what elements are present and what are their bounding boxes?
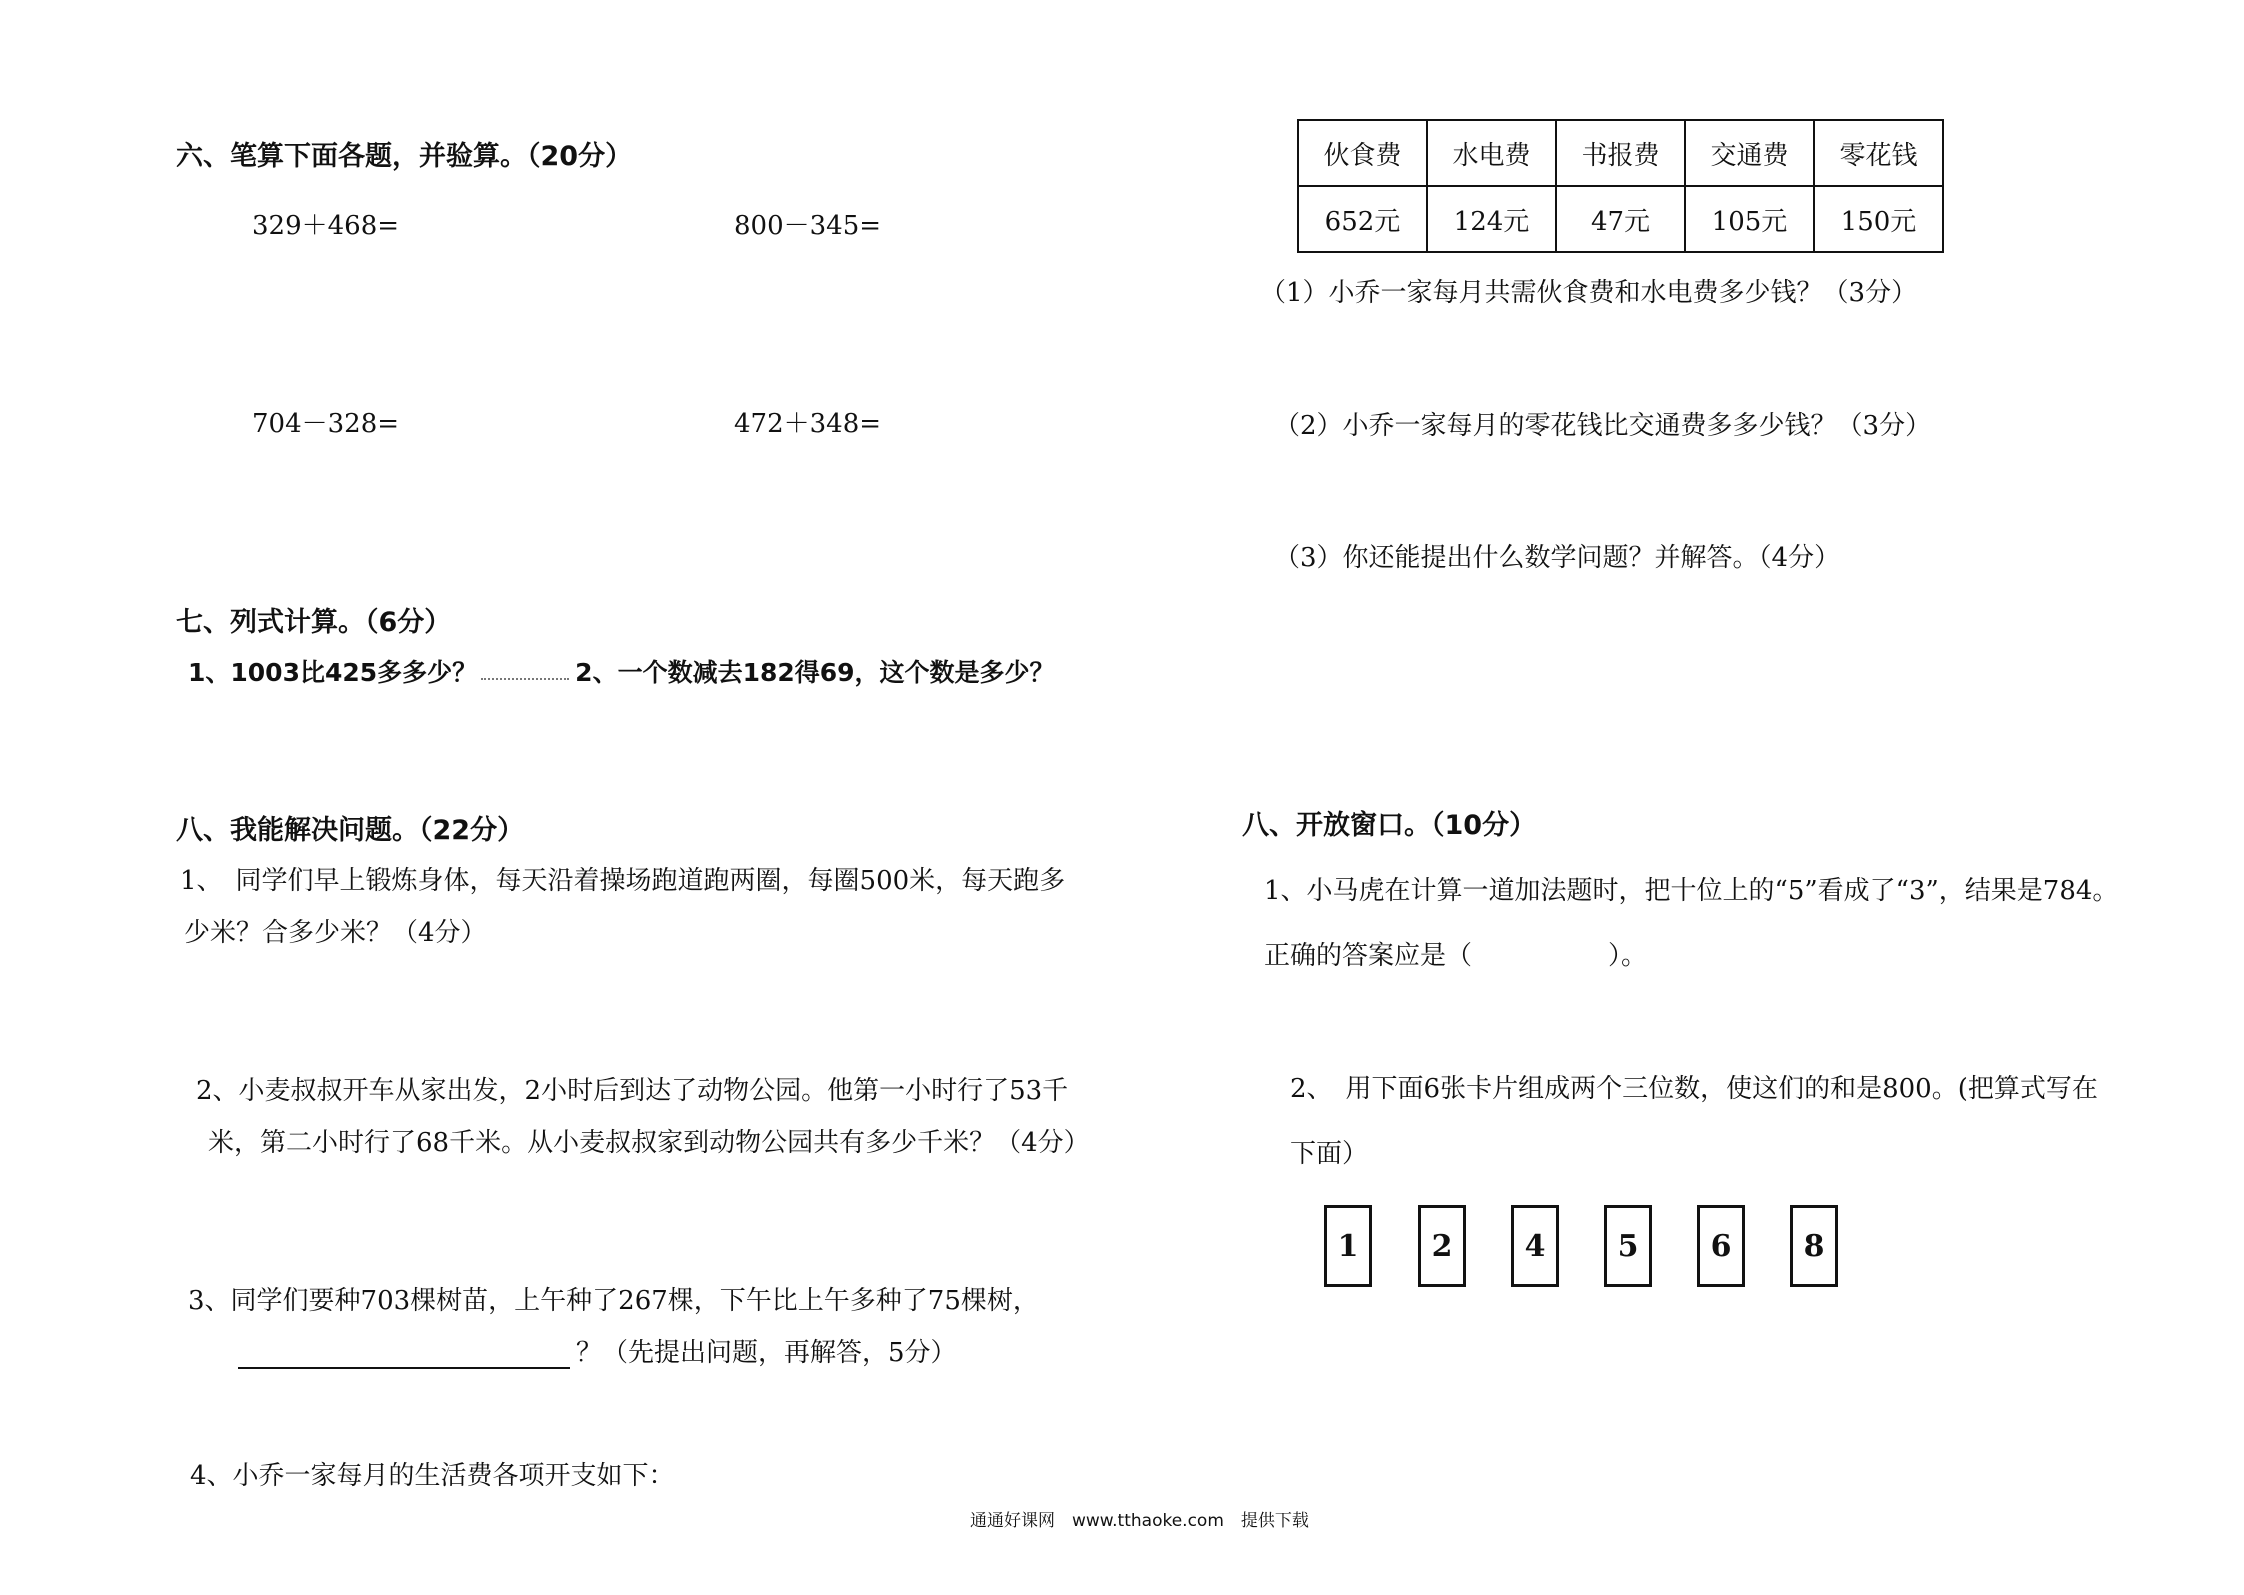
problem-2-line-2: 米，第二小时行了68千米。从小麦叔叔家到动物公园共有多少千米？（4分） (208, 1128, 1090, 1158)
number-card: 6 (1697, 1205, 1745, 1287)
section-7-question-1: 1、1003比425多多少？ (188, 658, 478, 687)
calc-problem-3: 704－328= (252, 409, 400, 439)
section-8b-heading: 八、开放窗口。（10分） (1242, 810, 1537, 841)
problem-1-line-2: 少米？合多少米？（4分） (184, 918, 487, 948)
answer-close-paren: ）。 (1608, 941, 1648, 971)
problem-3-line-2 (238, 1332, 957, 1369)
section-7-questions (188, 653, 1055, 689)
problem-1-line-1: 1、 同学们早上锻炼身体，每天沿着操场跑道跑两圈，每圈500米，每天跑多 (180, 866, 1066, 896)
table-value-cell: 150元 (1814, 186, 1943, 252)
table-header-cell: 水电费 (1427, 120, 1556, 186)
expense-table (1297, 119, 1944, 253)
table-question-1: （1）小乔一家每月共需伙食费和水电费多少钱？（3分） (1260, 278, 1918, 308)
table-header-cell: 零花钱 (1814, 120, 1943, 186)
problem-2-line-1: 2、小麦叔叔开车从家出发，2小时后到达了动物公园。他第一小时行了53千 (196, 1076, 1069, 1106)
open-question-1-line-2 (1264, 935, 1647, 972)
table-question-3: （3）你还能提出什么数学问题？并解答。（4分） (1274, 543, 1841, 573)
table-value-cell: 105元 (1685, 186, 1814, 252)
number-card: 4 (1511, 1205, 1559, 1287)
open-question-2-line-2: 下面） (1290, 1139, 1369, 1169)
dotted-separator (481, 668, 569, 680)
answer-open-paren: 正确的答案应是（ (1264, 941, 1473, 971)
problem-3-prompt: ？（先提出问题，再解答，5分） (576, 1338, 957, 1368)
problem-3-line-1: 3、同学们要种703棵树苗，上午种了267棵，下午比上午多种了75棵树， (188, 1286, 1039, 1316)
table-value-cell: 47元 (1556, 186, 1685, 252)
open-question-1-line-1: 1、小马虎在计算一道加法题时，把十位上的“5”看成了“3”，结果是784。 (1264, 876, 2119, 906)
table-value-cell: 124元 (1427, 186, 1556, 252)
open-question-2-line-1: 2、 用下面6张卡片组成两个三位数，使这们的和是800。(把算式写在 (1290, 1074, 2098, 1104)
table-row (1298, 120, 1943, 186)
section-7-heading: 七、列式计算。（6分） (176, 607, 452, 638)
calc-problem-1: 329＋468= (252, 211, 400, 241)
number-card: 1 (1324, 1205, 1372, 1287)
table-header-cell: 伙食费 (1298, 120, 1427, 186)
section-7-question-2: 2、一个数减去182得69，这个数是多少？ (575, 658, 1055, 687)
calc-problem-4: 472＋348= (734, 409, 882, 439)
table-header-cell: 书报费 (1556, 120, 1685, 186)
section-8-heading: 八、我能解决问题。（22分） (176, 815, 525, 846)
section-6-heading: 六、笔算下面各题，并验算。（20分） (176, 141, 633, 172)
table-value-cell: 652元 (1298, 186, 1427, 252)
calc-problem-2: 800－345= (734, 211, 882, 241)
table-question-2: （2）小乔一家每月的零花钱比交通费多多少钱？（3分） (1274, 411, 1932, 441)
number-card: 2 (1418, 1205, 1466, 1287)
footer-credit: 通通好课网 www.tthaoke.com 提供下载 (970, 1511, 1309, 1531)
problem-4: 4、小乔一家每月的生活费各项开支如下： (190, 1461, 675, 1491)
table-row (1298, 186, 1943, 252)
number-card: 8 (1790, 1205, 1838, 1287)
answer-underline (238, 1345, 570, 1369)
number-card: 5 (1604, 1205, 1652, 1287)
table-header-cell: 交通费 (1685, 120, 1814, 186)
